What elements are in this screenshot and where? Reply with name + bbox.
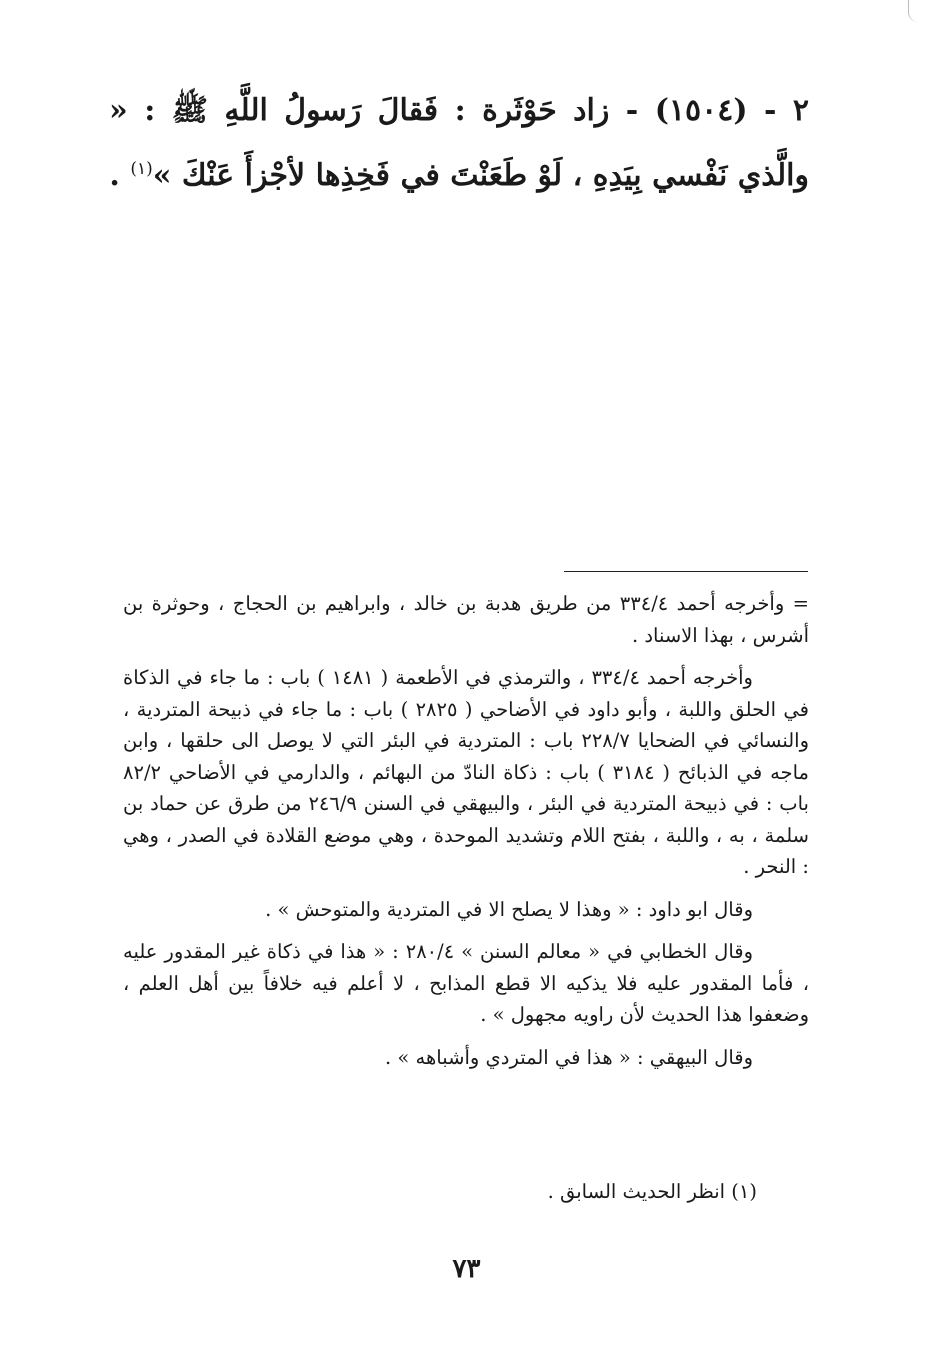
footnote: (١) انظر الحديث السابق .	[547, 1180, 757, 1203]
note-paragraph-1: = وأخرجه أحمد ٣٣٤/٤ من طريق هدبة بن خالد ، وابراهيم بن الحجاج ، وحوثرة بن أشرس ، بهذا الاسناد .	[123, 592, 809, 647]
note-paragraph-2: وأخرجه أحمد ٣٣٤/٤ ، والترمذي في الأطعمة ( ١٤٨١ ) باب : ما جاء في الذكاة في الحلق واللبة ، وأبو داود في الأضاحي ( ٢٨٢٥ ) باب : ما جاء في ذبيحة المتردية ، والنسائي في الضحايا ٢٢٨/٧ باب : المتردية في البئر التي لا يوصل الى حلقها ، وابن ماجه في الذبائح ( ٣١٨٤ ) باب : ذكاة النادّ من البهائم ، والدارمي في الأضاحي ٨٢/٢ باب : في ذبيحة المتردية في البئر ، والبيهقي في السنن ٢٤٦/٩ من طرق عن حماد بن سلمة ، به ، واللبة ، بفتح اللام وتشديد الموحدة ، وهي موضع القلادة في الصدر ، وهي : النحر .	[123, 666, 809, 878]
page-edge-mark	[908, 0, 919, 22]
commentary-notes	[123, 588, 809, 1084]
page-number: ٧٣	[452, 1254, 481, 1284]
note-paragraph-4: وقال الخطابي في « معالم السنن » ٢٨٠/٤ : « هذا في ذكاة غير المقدور عليه ، فأما المقدور عليه فلا يذكيه الا قطع المذابح ، لا أعلم فيه خلافاً بين أهل العلم ، وضعفوا هذا الحديث لأن راويه مجهول » .	[123, 940, 809, 1026]
hadith-end: .	[109, 158, 131, 193]
note-paragraph-5: وقال البيهقي : « هذا في المتردي وأشباهه » .	[385, 1045, 753, 1069]
footnote-separator	[564, 571, 808, 572]
hadith-text: ٢ - (١٥٠٤) - زاد حَوْثَرة : فَقالَ رَسولُ اللَّهِ ﷺ : « والَّذي نَفْسي بِيَدِهِ ، لَوْ طَعَنْتَ في فَخِذِها لأجْزأَ عَنْكَ »	[109, 93, 809, 193]
note-paragraph-3: وقال ابو داود : « وهذا لا يصلح الا في المتردية والمتوحش » .	[265, 897, 753, 921]
footnote-reference: (١)	[130, 159, 153, 179]
hadith-text-block	[109, 82, 809, 205]
